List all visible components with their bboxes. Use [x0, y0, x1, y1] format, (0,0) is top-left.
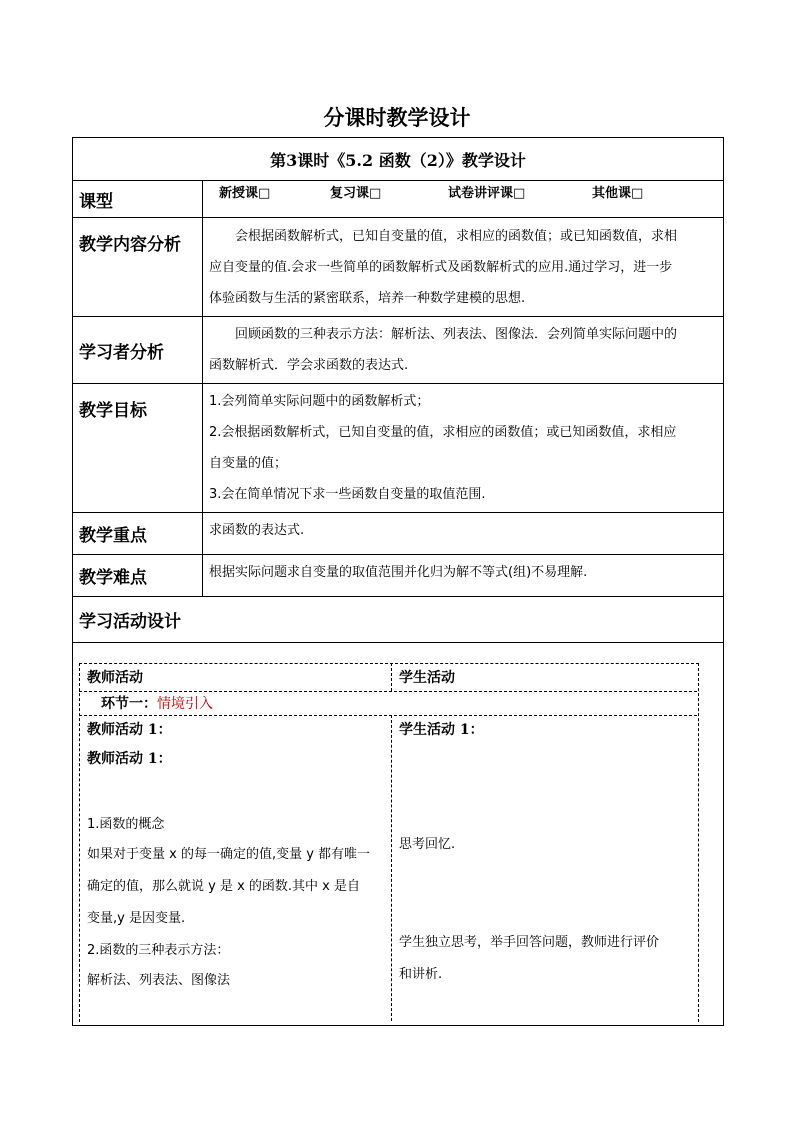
page-title: 分课时教学设计 — [323, 105, 471, 130]
learner-analysis-label: 学习者分析 — [73, 317, 203, 384]
objectives-label: 教学目标 — [73, 384, 203, 513]
learner-analysis-text — [203, 317, 724, 384]
divider — [391, 715, 392, 1021]
course-type-new[interactable]: 新授课□ — [219, 186, 271, 201]
teacher-line: 如果对于变量 x 的每一确定的值,变量 y 都有唯一 — [87, 847, 371, 862]
student-line: 学生独立思考，举手回答问题，教师进行评价 — [399, 935, 660, 950]
student-line: 思考回忆. — [399, 837, 456, 852]
course-type-label: 课型 — [73, 181, 203, 218]
section-title — [101, 693, 213, 713]
objective-line: 1.会列简单实际问题中的函数解析式； — [209, 394, 430, 409]
teacher-line: 变量,y 是因变量. — [87, 911, 186, 926]
teacher-line: 1.函数的概念 — [87, 817, 165, 832]
student-activity-label: 学生活动 1： — [399, 722, 484, 738]
difficulties-text: 根据实际问题求自变量的取值范围并化归为解不等式(组)不易理解. — [203, 555, 724, 597]
teacher-line: 2.函数的三种表示方法： — [87, 943, 230, 958]
key-points-label: 教学重点 — [73, 513, 203, 555]
course-type-options — [203, 181, 724, 218]
learner-line: 函数解析式．学会求函数的表达式. — [209, 358, 409, 373]
lesson-plan-table — [72, 137, 724, 1026]
objective-line: 自变量的值； — [209, 456, 288, 471]
teacher-activity-header: 教师活动 — [87, 670, 143, 686]
course-type-review[interactable]: 复习课□ — [330, 186, 382, 201]
key-points-text: 求函数的表达式. — [203, 513, 724, 555]
student-activity-header: 学生活动 — [399, 670, 455, 686]
learner-line: 回顾函数的三种表示方法：解析法、列表法、图像法．会列简单实际问题中的 — [235, 327, 678, 342]
lesson-title: 第3课时《5.2 函数（2）》教学设计 — [73, 138, 724, 181]
objective-line: 2.会根据函数解析式，已知自变量的值，求相应的函数值；或已知函数值，求相应 — [209, 425, 677, 440]
objectives-text — [203, 384, 724, 513]
content-line: 应自变量的值.会求一些简单的函数解析式及函数解析式的应用.通过学习，进一步 — [209, 259, 673, 275]
section-name: 情境引入 — [157, 696, 213, 712]
activity-header-row — [79, 663, 697, 692]
activity-design-label: 学习活动设计 — [73, 597, 724, 643]
teacher-activity-label: 教师活动 1： — [87, 722, 172, 738]
section-prefix: 环节一： — [101, 696, 157, 712]
student-line: 和讲析. — [399, 967, 443, 982]
content-analysis-text — [203, 218, 724, 317]
content-line: 体验函数与生活的紧密联系，培养一种数学建模的思想. — [209, 290, 526, 306]
course-type-exam-review[interactable]: 试卷讲评课□ — [448, 186, 526, 201]
teacher-line: 确定的值，那么就说 y 是 x 的函数.其中 x 是自 — [87, 879, 361, 894]
course-type-other[interactable]: 其他课□ — [592, 186, 644, 201]
content-line: 会根据函数解析式，已知自变量的值，求相应的函数值；或已知函数值，求相 — [235, 228, 678, 244]
teacher-line: 解析法、列表法、图像法 — [87, 973, 231, 988]
difficulties-label: 教学难点 — [73, 555, 203, 597]
divider — [391, 663, 392, 691]
teacher-activity-label: 教师活动 1： — [87, 751, 172, 767]
activity-design-area — [73, 643, 724, 1026]
objective-line: 3.会在简单情况下求一些函数自变量的取值范围. — [209, 487, 486, 502]
content-analysis-label: 教学内容分析 — [73, 218, 203, 317]
